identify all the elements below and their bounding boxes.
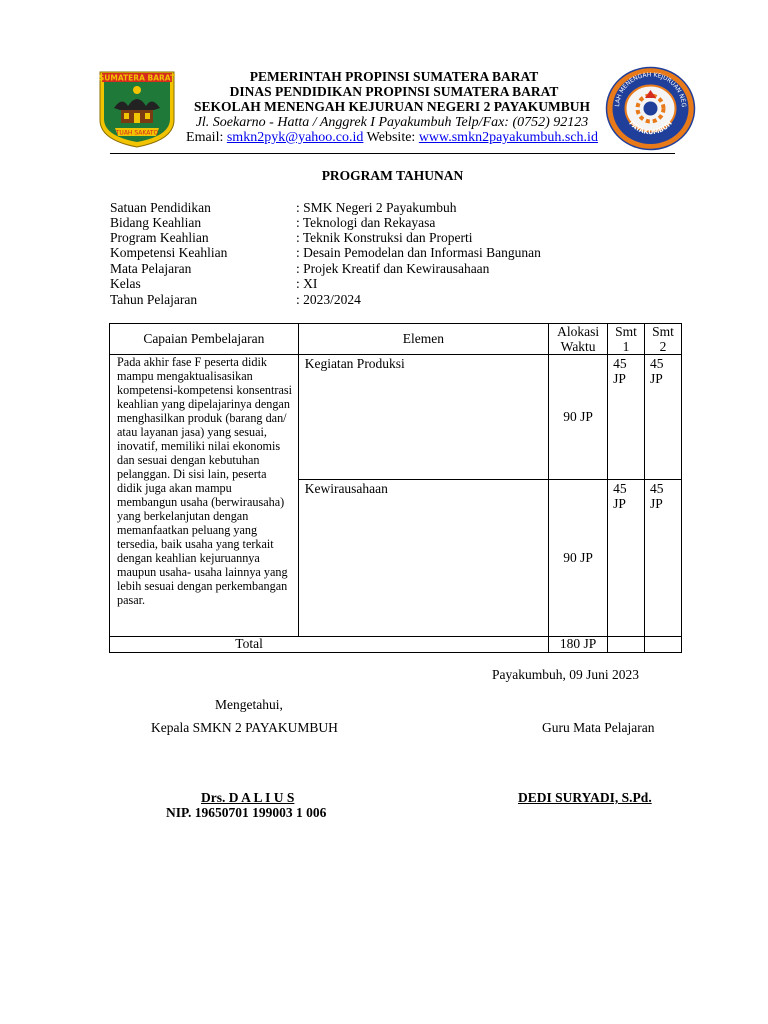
table-header-row bbox=[110, 324, 682, 355]
place-date: Payakumbuh, 09 Juni 2023 bbox=[492, 667, 639, 682]
info-value: : Teknik Konstruksi dan Properti bbox=[296, 230, 473, 245]
mengetahui-label: Mengetahui, bbox=[215, 697, 283, 712]
info-label: Bidang Keahlian bbox=[110, 215, 202, 230]
smt1-cell: 45 JP bbox=[608, 480, 645, 637]
right-logo-text-bottom: PAYAKUMBUH bbox=[627, 119, 674, 137]
total-value: 180 JP bbox=[549, 637, 608, 653]
email-link[interactable]: smkn2pyk@yahoo.co.id bbox=[226, 130, 364, 145]
website-link[interactable]: www.smkn2payakumbuh.sch.id bbox=[418, 130, 598, 145]
header-smt1-line1: Smt bbox=[615, 324, 637, 339]
program-table bbox=[109, 323, 682, 653]
elemen-cell: Kegiatan Produksi bbox=[298, 355, 548, 480]
info-value: : Teknologi dan Rekayasa bbox=[296, 215, 436, 230]
header-smt2-line2: 2 bbox=[659, 339, 667, 354]
letterhead-divider bbox=[110, 153, 675, 154]
smt2-cell: 45 JP bbox=[645, 355, 682, 480]
province-emblem-logo bbox=[98, 70, 176, 148]
info-label: Program Keahlian bbox=[110, 230, 209, 245]
left-signer-nip: NIP. 19650701 199003 1 006 bbox=[166, 805, 327, 820]
left-logo-ribbon: TUAH SAKATO bbox=[115, 129, 159, 137]
document-title: PROGRAM TAHUNAN bbox=[321, 168, 464, 183]
header-smt1-line2: 1 bbox=[622, 339, 630, 354]
alokasi-cell: 90 JP bbox=[549, 480, 608, 637]
school-emblem-logo bbox=[605, 66, 696, 151]
smt2-cell: 45 JP bbox=[645, 480, 682, 637]
capaian-text: Pada akhir fase F peserta didik mampu mengaktualisasikan kompetensi-kompetensi konsentrasi keahlian yang dipelajarinya dengan menghasilkan produk (barang dan/ atau layanan jasa) yang sesuai, inovatif, memiliki nilai ekonomis dan sesuai dengan kebutuhan pelanggan. Di sisi lain, peserta didik juga akan mampu membangun usaha (berwirausaha) yang berkelanjutan dengan memanfaatkan peluang yang tersedia, baik usaha yang terkait dengan keahlian kejuruannya maupun usaha- usaha lainnya yang lebih sesuai dengan perkembangan pasar. bbox=[117, 355, 292, 607]
info-label: Satuan Pendidikan bbox=[110, 200, 211, 215]
email-label: Email: bbox=[186, 130, 227, 145]
header-capaian: Capaian Pembelajaran bbox=[110, 324, 299, 355]
letterhead-line-3: SEKOLAH MENENGAH KEJURUAN NEGERI 2 PAYAKUMBUH bbox=[194, 99, 590, 114]
right-signer-role: Guru Mata Pelajaran bbox=[542, 720, 655, 735]
alokasi-cell: 90 JP bbox=[549, 355, 608, 480]
letterhead-line-1: PEMERINTAH PROPINSI SUMATERA BARAT bbox=[249, 69, 539, 84]
elemen-cell: Kewirausahaan bbox=[298, 480, 548, 637]
info-value: : Desain Pemodelan dan Informasi Bangunan bbox=[296, 245, 541, 260]
info-value: : 2023/2024 bbox=[296, 292, 361, 307]
header-alokasi-line1: Alokasi bbox=[557, 324, 600, 339]
right-logo-text-top: LAH MENENGAH KEJURUAN NEG bbox=[613, 71, 688, 108]
info-label: Mata Pelajaran bbox=[110, 261, 192, 276]
left-signer-role: Kepala SMKN 2 PAYAKUMBUH bbox=[151, 720, 338, 735]
header-smt2 bbox=[645, 324, 682, 355]
info-label: Kelas bbox=[110, 276, 141, 291]
left-signer-name: Drs. D A L I U S bbox=[201, 790, 295, 805]
smt1-cell: 45 JP bbox=[608, 355, 645, 480]
header-alokasi-line2: Waktu bbox=[560, 339, 596, 354]
total-smt2-empty bbox=[645, 637, 682, 653]
info-value: : SMK Negeri 2 Payakumbuh bbox=[296, 200, 457, 215]
website-label: Website: bbox=[363, 130, 419, 145]
total-label: Total bbox=[110, 637, 549, 653]
info-value: : XI bbox=[296, 276, 318, 291]
table-total-row bbox=[110, 637, 682, 653]
header-alokasi bbox=[549, 324, 608, 355]
letterhead-line-2: DINAS PENDIDIKAN PROPINSI SUMATERA BARAT bbox=[229, 84, 559, 99]
info-label: Tahun Pelajaran bbox=[110, 292, 198, 307]
header-smt1 bbox=[608, 324, 645, 355]
header-elemen: Elemen bbox=[298, 324, 548, 355]
info-label: Kompetensi Keahlian bbox=[110, 245, 228, 260]
table-row bbox=[110, 355, 682, 480]
right-signer-name: DEDI SURYADI, S.Pd. bbox=[518, 790, 652, 805]
letterhead-contact bbox=[180, 130, 604, 146]
left-logo-text: SUMATERA BARAT bbox=[98, 73, 176, 83]
capaian-cell bbox=[110, 355, 299, 637]
total-smt1-empty bbox=[608, 637, 645, 653]
info-value: : Projek Kreatif dan Kewirausahaan bbox=[296, 261, 490, 276]
letterhead-address: Jl. Soekarno - Hatta / Anggrek I Payakumbuh Telp/Fax: (0752) 92123 bbox=[195, 115, 589, 130]
header-smt2-line1: Smt bbox=[652, 324, 674, 339]
